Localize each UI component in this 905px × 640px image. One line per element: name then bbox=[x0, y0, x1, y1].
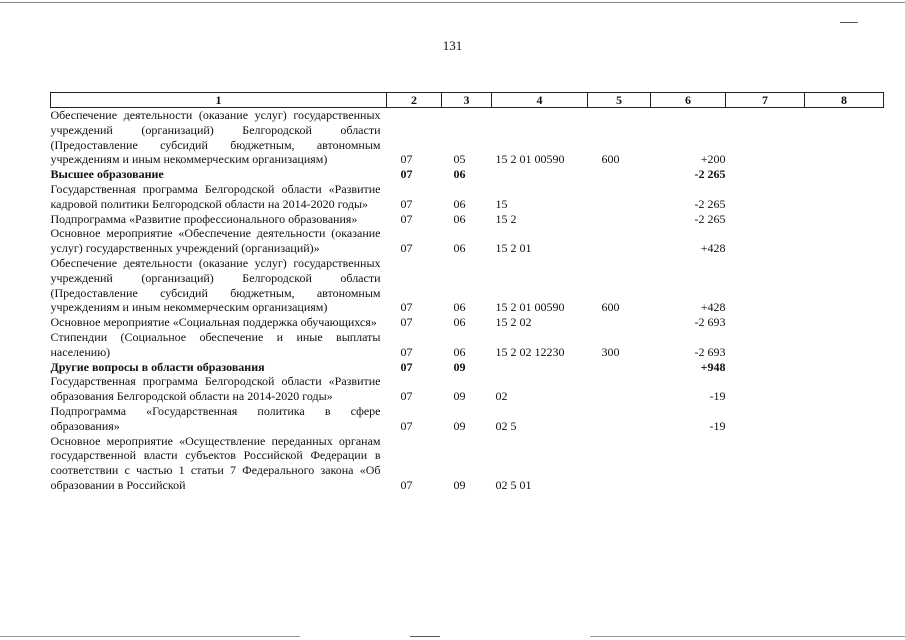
cell-c8 bbox=[805, 167, 884, 182]
cell-pr: 06 bbox=[453, 315, 466, 330]
cell-c7 bbox=[726, 374, 805, 404]
cell-name: Обеспечение деятельности (оказание услуг) государственных учреждений (организаций) Белгородской области (Предоставление субсидий бюджетным, автономным учреждениям и иным некоммерческим организациям) bbox=[50, 108, 381, 167]
cell-name: Государственная программа Белгородской области «Развитие кадровой политики Белгородской области на 2014-2020 годы» bbox=[50, 181, 381, 211]
cell-c7 bbox=[726, 434, 805, 493]
cell-vr bbox=[588, 360, 651, 375]
cell-name: Подпрограмма «Государственная политика в сфере образования» bbox=[50, 403, 381, 433]
scan-edge-line-bottom bbox=[590, 636, 905, 637]
cell-c7 bbox=[726, 360, 805, 375]
cell-csr: 02 5 bbox=[495, 418, 517, 433]
cell-name: Другие вопросы в области образования bbox=[50, 359, 265, 374]
cell-rz: 07 bbox=[400, 241, 413, 256]
col-header-sum: 6 bbox=[651, 93, 726, 108]
cell-rz: 07 bbox=[400, 196, 413, 211]
cell-sum: -2 265 bbox=[694, 167, 726, 182]
cell-c7 bbox=[726, 315, 805, 330]
cell-rz: 07 bbox=[400, 315, 413, 330]
cell-vr bbox=[588, 374, 651, 404]
cell-pr: 06 bbox=[453, 344, 466, 359]
table-row bbox=[51, 108, 884, 168]
cell-pr: 09 bbox=[453, 477, 466, 492]
cell-vr: 300 bbox=[601, 344, 620, 359]
cell-c7 bbox=[726, 226, 805, 256]
cell-name: Обеспечение деятельности (оказание услуг) государственных учреждений (организаций) Белгородской области (Предоставление субсидий бюджетным, автономным учреждениям и иным некоммерческим организациям) bbox=[50, 255, 381, 315]
table-row bbox=[51, 315, 884, 330]
cell-csr: 15 2 01 00590 bbox=[495, 300, 565, 315]
cell-sum: +200 bbox=[700, 152, 726, 167]
cell-csr bbox=[492, 360, 588, 375]
cell-csr: 15 2 02 bbox=[495, 315, 532, 330]
header-row bbox=[51, 93, 884, 108]
cell-csr: 15 2 01 bbox=[495, 241, 532, 256]
cell-name: Стипендии (Социальное обеспечение и иные выплаты населению) bbox=[50, 329, 381, 359]
cell-c8 bbox=[805, 360, 884, 375]
cell-vr bbox=[588, 404, 651, 434]
cell-csr bbox=[492, 167, 588, 182]
cell-csr: 02 5 01 bbox=[495, 477, 532, 492]
col-header-pr: 3 bbox=[442, 93, 492, 108]
scan-mark bbox=[410, 636, 440, 637]
scan-edge-line-bottom bbox=[0, 636, 300, 637]
cell-pr: 09 bbox=[453, 359, 466, 374]
cell-sum: +428 bbox=[700, 241, 726, 256]
cell-pr: 06 bbox=[453, 241, 466, 256]
cell-rz: 07 bbox=[400, 152, 413, 167]
cell-rz: 07 bbox=[400, 359, 413, 374]
cell-csr: 15 2 02 12230 bbox=[495, 344, 565, 359]
cell-vr bbox=[588, 434, 651, 493]
cell-c8 bbox=[805, 374, 884, 404]
cell-name: Подпрограмма «Развитие профессионального образования» bbox=[50, 211, 358, 226]
table-row bbox=[51, 434, 884, 493]
cell-vr: 600 bbox=[601, 152, 620, 167]
cell-vr bbox=[588, 167, 651, 182]
table-row bbox=[51, 374, 884, 404]
scan-edge-line bbox=[0, 2, 905, 3]
cell-rz: 07 bbox=[400, 418, 413, 433]
cell-vr bbox=[588, 182, 651, 212]
table-row bbox=[51, 167, 884, 182]
cell-sum: -2 693 bbox=[694, 315, 726, 330]
cell-name: Высшее образование bbox=[50, 167, 164, 182]
cell-rz: 07 bbox=[400, 300, 413, 315]
col-header-8: 8 bbox=[805, 93, 884, 108]
cell-rz: 07 bbox=[400, 477, 413, 492]
cell-name: Основное мероприятие «Социальная поддержка обучающихся» bbox=[50, 315, 377, 330]
cell-sum: +948 bbox=[700, 359, 726, 374]
cell-vr: 600 bbox=[601, 300, 620, 315]
cell-csr: 15 2 bbox=[495, 211, 517, 226]
cell-name: Основное мероприятие «Осуществление переданных органам государственной власти субъектов Российской Федерации в соответствии с частью 1 статьи 7 Федерального закона «Об образовании в Российской bbox=[50, 433, 381, 492]
cell-c8 bbox=[805, 108, 884, 168]
cell-pr: 06 bbox=[453, 196, 466, 211]
cell-sum: -2 693 bbox=[694, 344, 726, 359]
cell-sum: +428 bbox=[700, 300, 726, 315]
cell-rz: 07 bbox=[400, 167, 413, 182]
cell-c8 bbox=[805, 404, 884, 434]
table-body bbox=[51, 108, 884, 493]
cell-name: Основное мероприятие «Обеспечение деятельности (оказание услуг) государственных учреждений (организаций)» bbox=[50, 226, 381, 256]
col-header-csr: 4 bbox=[492, 93, 588, 108]
cell-sum: -19 bbox=[709, 418, 726, 433]
cell-c8 bbox=[805, 182, 884, 212]
cell-pr: 06 bbox=[453, 211, 466, 226]
table-row bbox=[51, 330, 884, 360]
table-row bbox=[51, 404, 884, 434]
cell-sum: -2 265 bbox=[694, 196, 726, 211]
cell-pr: 09 bbox=[453, 418, 466, 433]
cell-vr bbox=[588, 315, 651, 330]
cell-c8 bbox=[805, 330, 884, 360]
table-row bbox=[51, 212, 884, 227]
cell-c8 bbox=[805, 256, 884, 315]
cell-rz: 07 bbox=[400, 389, 413, 404]
cell-c7 bbox=[726, 212, 805, 227]
cell-c8 bbox=[805, 212, 884, 227]
cell-vr bbox=[588, 212, 651, 227]
cell-c7 bbox=[726, 256, 805, 315]
col-header-rz: 2 bbox=[387, 93, 442, 108]
col-header-vr: 5 bbox=[588, 93, 651, 108]
cell-rz: 07 bbox=[400, 211, 413, 226]
cell-vr bbox=[588, 226, 651, 256]
cell-csr: 02 bbox=[495, 389, 508, 404]
cell-rz: 07 bbox=[400, 344, 413, 359]
cell-name: Государственная программа Белгородской области «Развитие образования Белгородской области на 2014-2020 годы» bbox=[50, 374, 381, 404]
table-row bbox=[51, 226, 884, 256]
cell-pr: 06 bbox=[453, 167, 466, 182]
cell-c7 bbox=[726, 330, 805, 360]
cell-sum: -19 bbox=[709, 389, 726, 404]
cell-c8 bbox=[805, 315, 884, 330]
cell-c7 bbox=[726, 108, 805, 168]
cell-csr: 15 bbox=[495, 196, 508, 211]
cell-pr: 05 bbox=[453, 152, 466, 167]
cell-c7 bbox=[726, 404, 805, 434]
budget-table bbox=[50, 92, 884, 493]
cell-sum bbox=[651, 434, 726, 493]
cell-pr: 06 bbox=[453, 300, 466, 315]
table-row bbox=[51, 360, 884, 375]
scan-mark bbox=[840, 22, 858, 23]
table-row bbox=[51, 256, 884, 315]
cell-c8 bbox=[805, 434, 884, 493]
table-row bbox=[51, 182, 884, 212]
cell-c7 bbox=[726, 182, 805, 212]
cell-c7 bbox=[726, 167, 805, 182]
col-header-7: 7 bbox=[726, 93, 805, 108]
cell-csr: 15 2 01 00590 bbox=[495, 152, 565, 167]
col-header-name: 1 bbox=[51, 93, 387, 108]
cell-c8 bbox=[805, 226, 884, 256]
cell-sum: -2 265 bbox=[694, 211, 726, 226]
cell-pr: 09 bbox=[453, 389, 466, 404]
page-number: 131 bbox=[442, 38, 463, 53]
